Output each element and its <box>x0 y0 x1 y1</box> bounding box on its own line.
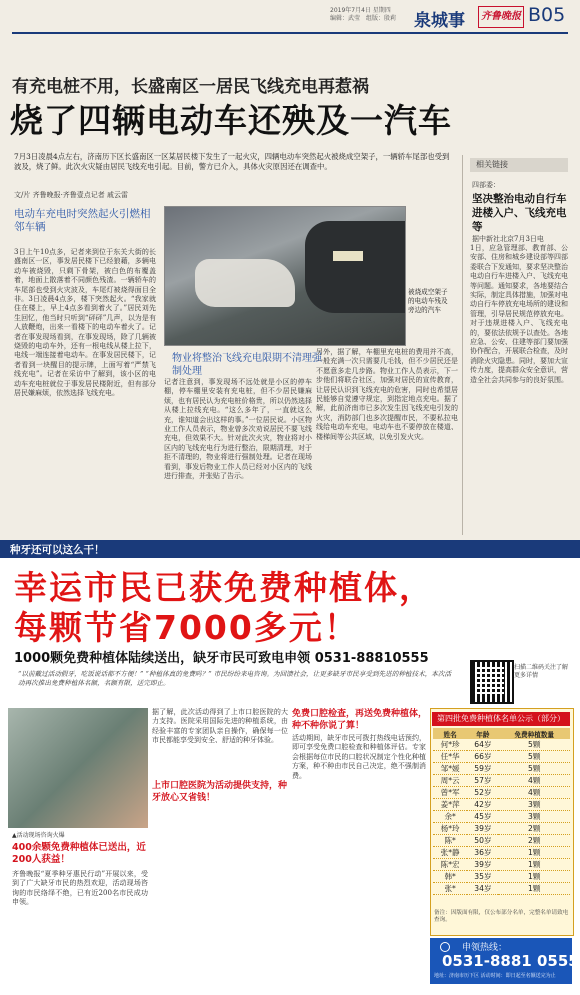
cell-name: 任*华 <box>433 751 467 763</box>
cell-age: 59岁 <box>467 763 498 775</box>
cell-age: 64岁 <box>467 739 498 751</box>
cell-name: 张*静 <box>433 847 467 859</box>
page-number: B05 <box>528 4 566 26</box>
qr-caption: 扫描二维码关注了解更多详情 <box>514 664 569 679</box>
hotline-address: 地址：济南市历下区 活动时间：即日起至名额送完为止 <box>434 973 556 979</box>
article-headline: 烧了四辆电动车还殃及一汽车 <box>10 101 452 140</box>
ad-quote: “以前戴过活动假牙，吃饭说话都不方便！” “种植体真的免费吗？” 市民纷纷来电咨询。为回馈社会，让更多缺牙市民享受到先进的种植技术，本次活动再次推出免费种植体名额，名额有限，送完即止。 <box>18 670 452 687</box>
ad-red-subhead-2: 上市口腔医院为活动提供支持，种牙放心又省钱！ <box>152 781 288 803</box>
subhead-fire-cause: 电动车充电时突然起火引燃相邻车辆 <box>14 208 151 233</box>
table-row <box>433 787 570 799</box>
masthead-date: 2019年7月4日 星期四 <box>330 7 391 14</box>
ad-bar-text: 种牙还可以这么干！ <box>10 544 105 556</box>
table-row <box>433 763 570 775</box>
winner-list-table <box>433 728 570 895</box>
hotline-label: 申领热线： <box>462 943 508 953</box>
article-lede: 7月3日凌晨4点左右，济南历下区长盛南区一区某居民楼下发生了一起火灾，四辆电动车突然起火被烧成空架子，一辆轿车尾部也受到波及，烧了鲜。此次火灾疑由居民飞线充电引起。目前，警方已介入，具体火灾原因还在调查中。 <box>14 152 450 171</box>
cell-name: 姜*萍 <box>433 799 467 811</box>
cell-count: 5颗 <box>498 751 570 763</box>
masthead-rule <box>12 32 568 34</box>
cell-count: 5颗 <box>498 763 570 775</box>
sidebar-body: 1日，应急管理部、教育部、公安部、住房和城乡建设部等四部委联合下发通知，要求坚决整治电动自行车进楼入户、飞线充电等问题。通知要求，各地要结合实际，制定具体措施，加强对电动自行车停放充电场所的建设和管理，引导居民规范停放充电。对于违规进楼入户、飞线充电的，要依法依规予以查处。各地应急、公安、住建等部门要加强协作配合，开展联合检查，及时消除火灾隐患。同时，要加大宣传力度，提高群众安全意识，营造全社会共同参与的良好氛围。 <box>470 244 568 384</box>
cell-age: 34岁 <box>467 883 498 895</box>
table-row <box>433 871 570 883</box>
masthead-meta <box>330 7 412 23</box>
table-row <box>433 751 570 763</box>
cell-count: 4颗 <box>498 775 570 787</box>
winner-list-header <box>433 728 570 739</box>
cell-name: 余* <box>433 811 467 823</box>
cell-count: 1颗 <box>498 871 570 883</box>
cell-count: 3颗 <box>498 811 570 823</box>
cell-age: 45岁 <box>467 811 498 823</box>
ad-column-3: 活动期间，缺牙市民可拨打热线电话预约，即可享受免费口腔检查和种植体评估。专家会根据每位市民的口腔状况制定个性化种植方案，种不种由市民自己决定，绝不强制消费。 <box>292 734 426 780</box>
event-photo-caption: ▲活动现场咨询火爆 <box>12 832 65 839</box>
cell-count: 2颗 <box>498 835 570 847</box>
table-row <box>433 799 570 811</box>
article-column-2: 记者注意到，事发现场不远处就是小区的停车棚，停车棚里安装有充电桩，但不少居民嫌麻烦，也有居民认为充电桩价格贵，所以仍然选择从楼上拉线充电。“这么多年了，一直就这么充，谁知道会出这样的事。”一位居民说。小区物业工作人员表示，物业曾多次劝说居民不要飞线充电，但效果不大。针对此次火灾，物业将对小区内的飞线充电行为进行整治，限期清理，对于拒不清理的，物业将进行强制处理。记者在现场看到，事发后物业工作人员已经对小区内的飞线进行排查，并张贴了告示。 <box>164 378 312 481</box>
winner-list-title: 第四批免费种植体名单公示（部分） <box>432 712 570 726</box>
table-row <box>433 823 570 835</box>
cell-name: 陈* <box>433 835 467 847</box>
article-column-3: 另外，据了解，车棚里充电桩的费用并不高，一般充满一次只需要几毛钱，但不少居民还是不愿意多走几步路。物业工作人员表示，下一步他们将联合社区，加强对居民的宣传教育，让居民认识到飞线充电的危害，同时也希望居民能够自觉遵守规定，到指定地点充电。据了解，此前济南市已多次发生因飞线充电引发的火灾，消防部门也多次提醒市民，不要私拉电线给电动车充电，电动车也不要停放在楼道、楼梯间等公共区域，以免引发火灾。 <box>316 348 458 441</box>
cell-name: 杨*玲 <box>433 823 467 835</box>
cell-age: 35岁 <box>467 871 498 883</box>
photo-caption: 被烧成空架子的电动车残及旁边的汽车 <box>408 288 448 314</box>
newspaper-logo: 齐鲁晚报 <box>478 6 524 28</box>
cell-name: 陈*宏 <box>433 859 467 871</box>
table-row <box>433 775 570 787</box>
ad-red-subhead-1: 400余颗免费种植体已送出，近200人获益！ <box>12 842 146 865</box>
cell-name: 曾*军 <box>433 787 467 799</box>
table-row <box>433 835 570 847</box>
ad-subheadline: 1000颗免费种植体陆续送出，缺牙市民可致电申领 0531-88810555 <box>14 651 429 666</box>
ad-column-1: 齐鲁晚报“夏季种牙惠民行动”开展以来，受到了广大缺牙市民的热烈欢迎，活动现场咨询的市民络绎不绝，已有近200名市民成功申领。 <box>12 870 148 907</box>
cell-name: 何*珍 <box>433 739 467 751</box>
cell-age: 52岁 <box>467 787 498 799</box>
photo-tarp <box>195 259 295 307</box>
article-byline: 文/片 齐鲁晚报·齐鲁壹点记者 戚云雷 <box>14 191 129 199</box>
table-row <box>433 811 570 823</box>
cell-name: 邹*媛 <box>433 763 467 775</box>
ad-headline-1: 幸运市民已获免费种植体， <box>14 568 434 607</box>
subhead-property-action: 物业将整治飞线充电限期不清理强制处理 <box>172 353 322 377</box>
photo-car <box>305 221 406 313</box>
table-row <box>433 883 570 895</box>
sidebar-label: 四部委： <box>472 181 500 189</box>
column-divider <box>462 155 463 535</box>
cell-age: 66岁 <box>467 751 498 763</box>
cell-age: 42岁 <box>467 799 498 811</box>
photo-plate <box>333 251 363 261</box>
cell-count: 3颗 <box>498 799 570 811</box>
related-links-tab: 相关链接 <box>470 158 568 172</box>
sidebar-title: 坚决整治电动自行车进楼入户、飞线充电等 <box>472 193 567 233</box>
cell-age: 50岁 <box>467 835 498 847</box>
cell-age: 36岁 <box>467 847 498 859</box>
cell-count: 1颗 <box>498 859 570 871</box>
cell-count: 2颗 <box>498 823 570 835</box>
header-age: 年龄 <box>467 728 498 739</box>
hotline-number[interactable]: 0531-8881 0555 <box>442 952 579 970</box>
cell-name: 周*云 <box>433 775 467 787</box>
article-kicker: 有充电桩不用，长盛南区一居民飞线充电再惹祸 <box>12 77 369 97</box>
qr-code-pattern <box>476 666 504 694</box>
header-name: 姓名 <box>433 728 467 739</box>
cell-count: 1颗 <box>498 883 570 895</box>
event-photo <box>8 708 148 828</box>
cell-count: 5颗 <box>498 739 570 751</box>
cell-age: 39岁 <box>467 823 498 835</box>
cell-name: 韩* <box>433 871 467 883</box>
article-column-1: 3日上午10点多，记者来到位于东关大街的长盛南区一区，事发居民楼下已经狼藉，多辆电动车被烧毁，只剩下骨架，被白色的布覆盖着，地面上散落着不同颜色残渣。一辆轿车的车尾部也受到火灾波及，车尾灯被烧得面目全非。3日凌晨4点多，楼下突然起火。“我家就住在楼上，早上4点多看到着火了。”居民刘先生回忆，他当时只听到“砰砰”几声，以为是有人放鞭炮，出来一看楼下的电动车着火了。记者在事发现场看到，在事发现场，除了几辆被烧毁的电动车外，还有一根电线从楼上拉下，电线一端连接着电动车。在事发居民楼下，记者看到一块醒目的提示牌，上面写着“严禁飞线充电”。记者在采访中了解到，该小区的电动车充电桩就位于事发居民楼附近，但有部分居民嫌麻烦，依然选择飞线充电。 <box>14 248 156 398</box>
table-row <box>433 739 570 751</box>
cell-age: 57岁 <box>467 775 498 787</box>
phone-icon <box>440 942 450 952</box>
section-name: 泉城事 <box>414 11 465 31</box>
cell-count: 1颗 <box>498 847 570 859</box>
masthead-editor: 编辑：武莹 组版：殷莉 <box>330 15 397 22</box>
cell-count: 4颗 <box>498 787 570 799</box>
sidebar-source: 据中新社北京7月3日电 <box>472 235 544 243</box>
ad-red-subhead-3: 免费口腔检查，再送免费种植体，种不种你说了算！ <box>292 709 428 731</box>
cell-age: 39岁 <box>467 859 498 871</box>
ad-headline-2: 每颗节省7000多元！ <box>14 608 359 647</box>
header-count: 免费种植数量 <box>498 728 570 739</box>
table-row <box>433 847 570 859</box>
winner-list-note: 备注：因版面有限，仅公布部分名单，完整名单请致电查询。 <box>434 910 569 923</box>
burned-vehicles-photo <box>164 206 406 346</box>
ad-column-2: 据了解，此次活动得到了上市口腔医院的大力支持。医院采用国际先进的种植系统，由经验丰富的专家团队亲自操作，确保每一位市民都能享受到安全、舒适的种牙体验。 <box>152 708 288 745</box>
cell-name: 张* <box>433 883 467 895</box>
table-row <box>433 859 570 871</box>
